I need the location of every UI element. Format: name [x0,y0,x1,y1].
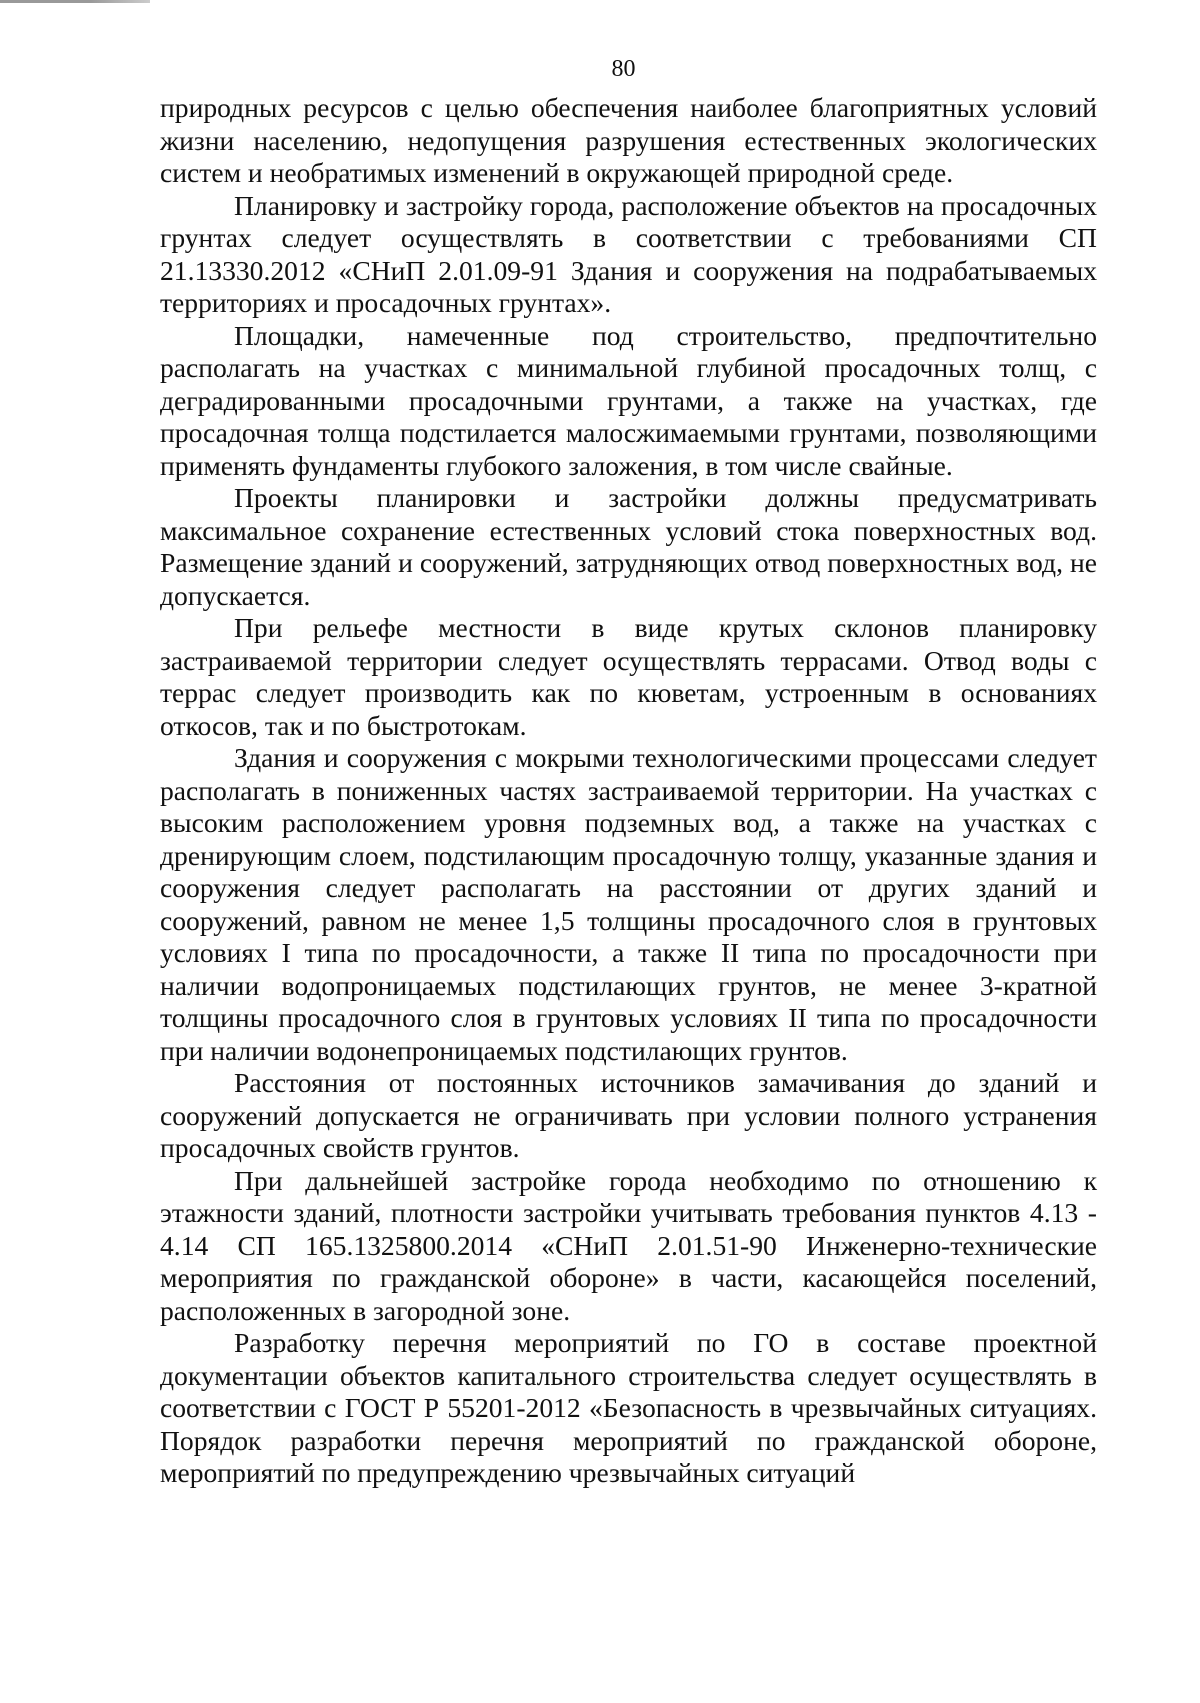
paragraph-civil-defense-measures: Разработку перечня мероприятий по ГО в составе проектной документации объектов капитального строительства следует осуществлять в соответствии с ГОСТ Р 55201-2012 «Безопасность в чрезвычайных ситуациях. Порядок разработки перечня мероприятий по гражданской обороне, мероприятий по предупреждению чрезвычайных ситуаций [160,1327,1097,1488]
scan-edge-mark [0,0,150,3]
paragraph-planning-subsidence-soils: Планировку и застройку города, расположение объектов на просадочных грунтах следует осуществлять в соответствии с требованиями СП 21.13330.2012 «СНиП 2.01.09-91 Здания и сооружения на подрабатываемых территориях и просадочных грунтах». [160,189,1097,318]
page-number: 80 [611,56,636,82]
paragraph-planning-projects: Проекты планировки и застройки должны предусматривать максимальное сохранение естественных условий стока поверхностных вод. Размещение зданий и сооружений, затрудняющих отвод поверхностных вод, не допускается. [160,482,1097,611]
document-body [160,92,1097,1490]
paragraph-civil-defense-requirements: При дальнейшей застройке города необходимо по отношению к этажности зданий, плотности застройки учитывать требования пунктов 4.13 - 4.14 СП 165.1325800.2014 «СНиП 2.01.51-90 Инженерно-технические мероприятия по гражданской обороне» в части, касающейся поселений, расположенных в загородной зоне. [160,1164,1097,1326]
paragraph-construction-sites: Площадки, намеченные под строительство, предпочтительно располагать на участках с минимальной глубиной просадочных толщ, с деградированными просадочными грунтами, а также на участках, где просадочная толща подстилается малосжимаемыми грунтами, позволяющими применять фундаменты глубокого заложения, в том числе свайные. [160,319,1097,481]
paragraph-wet-processes: Здания и сооружения с мокрыми технологическими процессами следует располагать в пониженных частях застраиваемой территории. На участках с высоким расположением уровня подземных вод, а также на участках с дренирующим слоем, подстилающим просадочную толщу, указанные здания и сооружения следует располагать на расстоянии от других зданий и сооружений, равном не менее 1,5 толщины просадочного слоя в грунтовых условиях I типа по просадочности, а также II типа по просадочности при наличии водопроницаемых подстилающих грунтов, не менее 3-кратной толщины просадочного слоя в грунтовых условиях II типа по просадочности при наличии водонепроницаемых подстилающих грунтов. [160,742,1097,1066]
paragraph-continued: природных ресурсов с целью обеспечения наиболее благоприятных условий жизни населению, недопущения разрушения естественных экологических систем и необратимых изменений в окружающей природной среде. [160,92,1097,188]
paragraph-wetting-sources: Расстояния от постоянных источников замачивания до зданий и сооружений допускается не ограничивать при условии полного устранения просадочных свойств грунтов. [160,1067,1097,1163]
paragraph-steep-slopes: При рельефе местности в виде крутых склонов планировку застраиваемой территории следует осуществлять террасами. Отвод воды с террас следует производить как по кюветам, устроенным в основаниях откосов, так и по быстротокам. [160,612,1097,741]
